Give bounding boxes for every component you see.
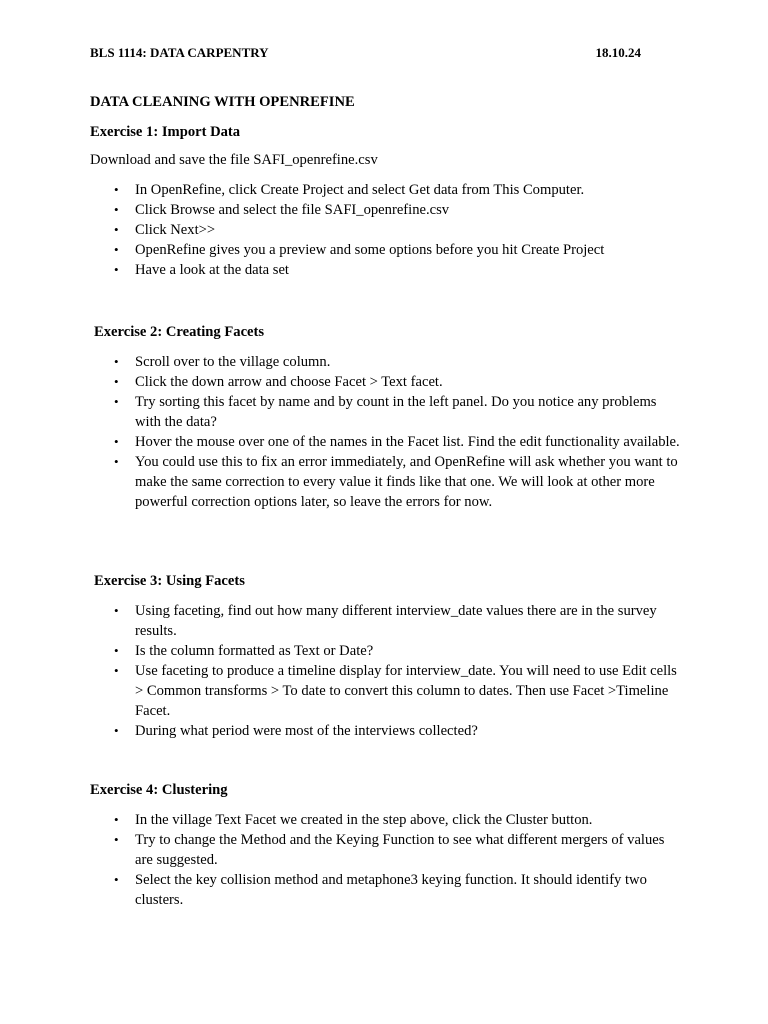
exercise-heading: Exercise 2: Creating Facets: [94, 324, 265, 340]
exercise-1-section: [90, 122, 690, 280]
bullet: •: [114, 454, 119, 469]
exercise-list: [90, 180, 690, 280]
list-item: • Click Browse and select the file SAFI_openrefine.csv: [114, 202, 450, 218]
exercise-3-section: [94, 571, 694, 741]
bullet: •: [114, 242, 119, 257]
list-item: • During what period were most of the interviews collected?: [114, 723, 478, 739]
list-item: • Try to change the Method and the Keying Function to see what different mergers of values are suggested.: [114, 832, 665, 868]
list-item: • Try sorting this facet by name and by count in the left panel. Do you notice any problems with the data?: [114, 394, 657, 430]
list-item: • In OpenRefine, click Create Project and select Get data from This Computer.: [114, 182, 585, 198]
bullet: •: [114, 603, 119, 618]
document-title: DATA CLEANING WITH OPENREFINE: [90, 94, 355, 110]
bullet: •: [114, 643, 119, 658]
exercise-heading: Exercise 3: Using Facets: [94, 573, 245, 589]
bullet: •: [114, 663, 119, 678]
list-item: • Using faceting, find out how many different interview_date values there are in the survey results.: [114, 603, 657, 639]
course-code: BLS 1114: DATA CARPENTRY: [90, 45, 269, 60]
exercise-2-section: [94, 322, 694, 512]
list-item: • Select the key collision method and metaphone3 keying function. It should identify two clusters.: [114, 872, 647, 908]
bullet: •: [114, 872, 119, 887]
bullet: •: [114, 394, 119, 409]
bullet: •: [114, 262, 119, 277]
list-item: • Click Next>>: [114, 222, 216, 238]
list-item: • In the village Text Facet we created in the step above, click the Cluster button.: [114, 812, 593, 828]
list-item: • Scroll over to the village column.: [114, 354, 331, 370]
bullet: •: [114, 723, 119, 738]
bullet: •: [114, 222, 119, 237]
list-item: • Use faceting to produce a timeline display for interview_date. You will need to use Edit cells > Common transforms > To date to convert this column to dates. Then use Facet >Timeline Facet.: [114, 663, 677, 719]
page-header: [90, 44, 641, 62]
bullet: •: [114, 832, 119, 847]
list-item: • Is the column formatted as Text or Date?: [114, 643, 374, 659]
exercise-list: [90, 810, 690, 910]
exercise-list: [94, 352, 694, 512]
bullet: •: [114, 812, 119, 827]
list-item: • You could use this to fix an error immediately, and OpenRefine will ask whether you want to make the same correction to every value it finds like that one. We will look at other more powerful correction options later, so leave the errors for now.: [114, 454, 678, 510]
list-item: • Have a look at the data set: [114, 262, 289, 278]
header-date: 18.10.24: [595, 45, 641, 60]
bullet: •: [114, 434, 119, 449]
bullet: •: [114, 354, 119, 369]
list-item: • Hover the mouse over one of the names in the Facet list. Find the edit functionality available.: [114, 434, 680, 450]
list-item: • Click the down arrow and choose Facet > Text facet.: [114, 374, 443, 390]
exercise-4-section: [90, 780, 690, 910]
list-item: • OpenRefine gives you a preview and some options before you hit Create Project: [114, 242, 605, 258]
bullet: •: [114, 182, 119, 197]
exercise-heading: Exercise 1: Import Data: [90, 124, 241, 140]
exercise-list: [94, 601, 694, 741]
exercise-heading: Exercise 4: Clustering: [90, 782, 228, 798]
exercise-intro: Download and save the file SAFI_openrefine.csv: [90, 152, 378, 168]
bullet: •: [114, 202, 119, 217]
bullet: •: [114, 374, 119, 389]
